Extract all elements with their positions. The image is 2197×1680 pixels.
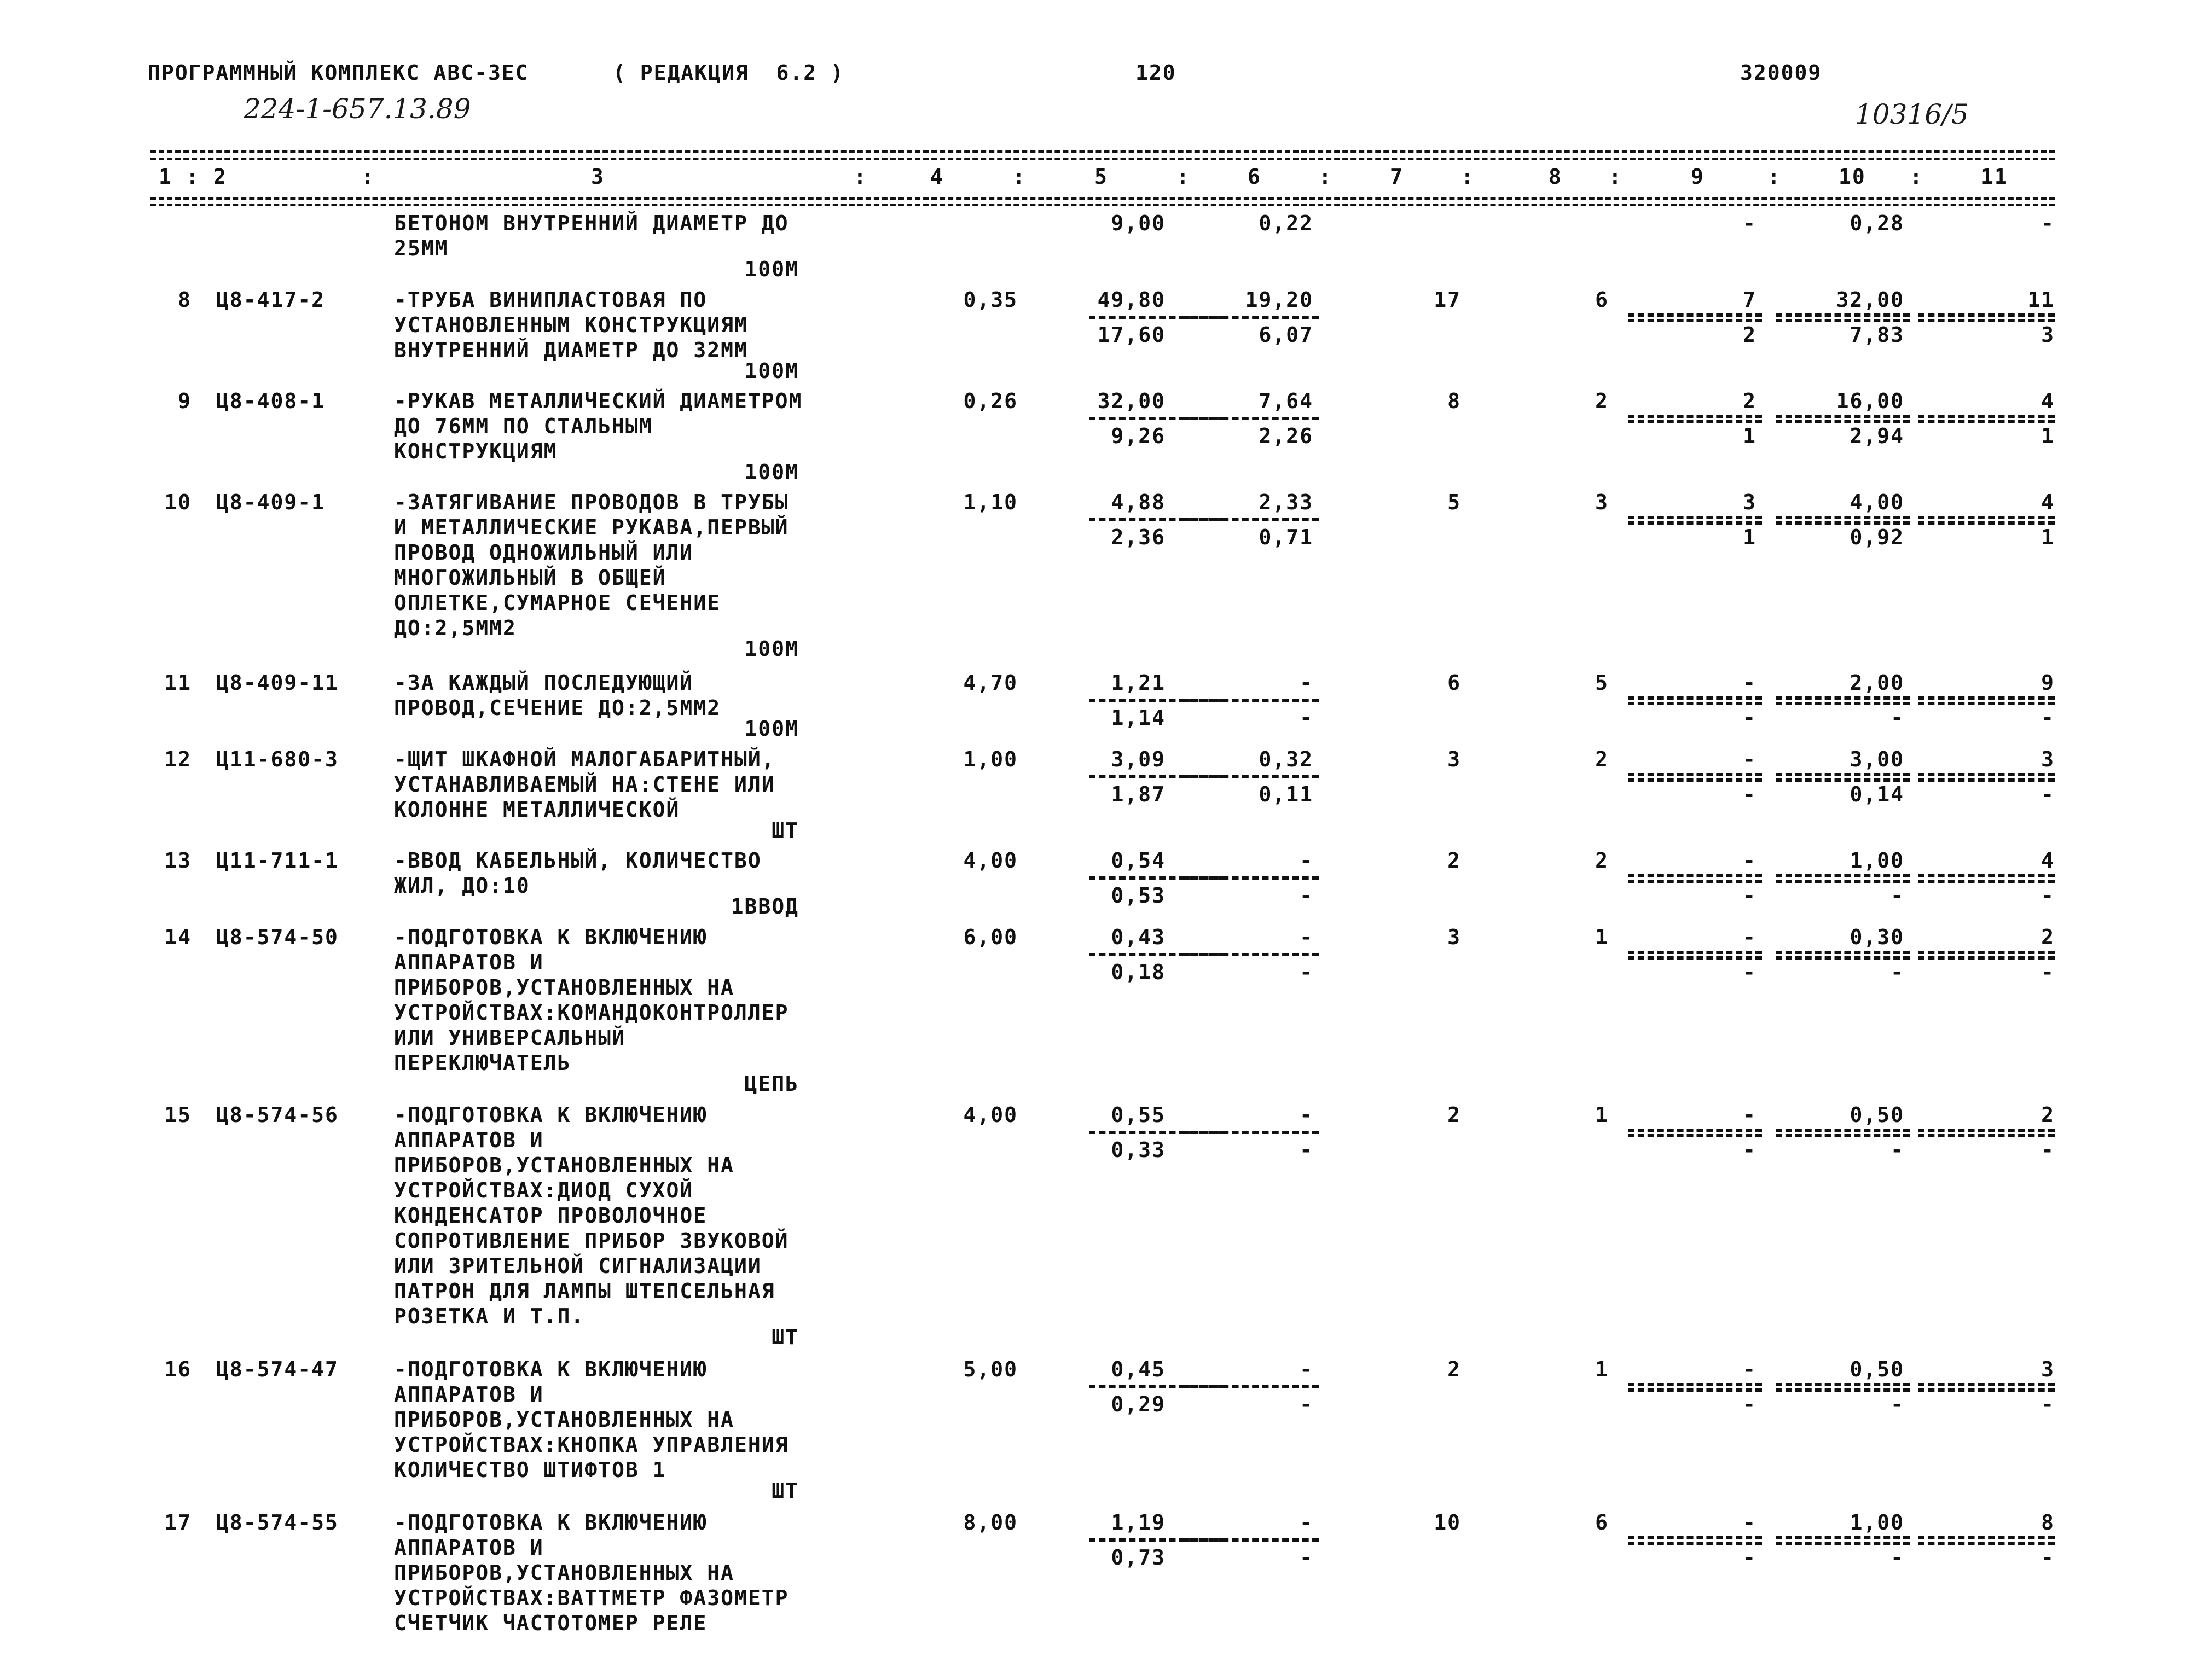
value-c6: - xyxy=(1300,848,1313,873)
value-c5b: 0,73 xyxy=(1111,1545,1166,1569)
value-c11: 3 xyxy=(2041,747,2055,771)
header-bottom-rule xyxy=(150,197,2055,200)
divider-c11 xyxy=(1918,696,2055,700)
value-c7: 17 xyxy=(1434,288,1461,312)
divider-c11 xyxy=(1918,415,2055,418)
column-header-11: 11 xyxy=(1981,165,2008,189)
value-c10b: 0,92 xyxy=(1850,525,1904,549)
value-c7: 6 xyxy=(1447,671,1461,695)
column-header-2: 2 xyxy=(213,165,227,189)
value-c10b: - xyxy=(1891,1392,1904,1416)
measure-unit: ШТ xyxy=(772,818,799,842)
column-separator: : xyxy=(1910,165,1923,189)
column-header-4: 4 xyxy=(930,165,944,189)
value-c5b: 0,29 xyxy=(1111,1392,1166,1416)
value-c7: 2 xyxy=(1447,1357,1461,1381)
value-c4: 5,00 xyxy=(963,1357,1018,1381)
value-c4: 4,70 xyxy=(963,671,1018,695)
divider-c10 xyxy=(1776,1536,1910,1539)
rate-code: Ц8-574-47 xyxy=(216,1357,339,1381)
divider-c6 xyxy=(1182,699,1319,702)
rate-code: Ц11-711-1 xyxy=(216,848,339,873)
column-header-8: 8 xyxy=(1549,165,1562,189)
work-description-line: ДО:2,5ММ2 xyxy=(394,616,517,640)
value-c6b: - xyxy=(1300,1138,1313,1162)
value-c8: 6 xyxy=(1595,1510,1609,1534)
measure-unit: ЦЕПЬ xyxy=(744,1072,799,1096)
value-c4: 0,26 xyxy=(963,389,1018,413)
measure-unit: 100М xyxy=(744,637,799,661)
work-description-line: ПРИБОРОВ,УСТАНОВЛЕННЫХ НА xyxy=(394,1408,734,1432)
work-description-line: УСТРОЙСТВАХ:КНОПКА УПРАВЛЕНИЯ xyxy=(394,1433,789,1457)
row-number: 9 xyxy=(178,389,192,413)
measure-unit: 100М xyxy=(744,460,799,484)
value-c11: 4 xyxy=(2041,848,2055,873)
row-number: 13 xyxy=(164,848,192,873)
value-c6: 2,33 xyxy=(1259,490,1313,514)
value-c4: 8,00 xyxy=(963,1510,1018,1534)
work-description-line: ОПЛЕТКЕ,СУМАРНОЕ СЕЧЕНИЕ xyxy=(394,591,721,615)
divider-c9 xyxy=(1628,773,1762,776)
value-c4: 0,35 xyxy=(963,288,1018,312)
work-description-line: -ТРУБА ВИНИПЛАСТОВАЯ ПО xyxy=(394,288,708,312)
value-c8: 1 xyxy=(1595,925,1609,949)
work-description-line: ПРИБОРОВ,УСТАНОВЛЕННЫХ НА xyxy=(394,975,734,999)
row-number: 14 xyxy=(164,925,192,949)
value-c10: 0,50 xyxy=(1850,1103,1904,1127)
value-c11b: - xyxy=(2041,960,2055,984)
value-c6: - xyxy=(1300,671,1313,695)
value-c8: 6 xyxy=(1595,288,1609,312)
divider-c6 xyxy=(1182,1538,1319,1542)
work-description-line: И МЕТАЛЛИЧЕСКИЕ РУКАВА,ПЕРВЫЙ xyxy=(394,515,789,539)
value-c8: 2 xyxy=(1595,848,1609,873)
value-c5b: 9,26 xyxy=(1111,424,1166,448)
rate-code: Ц8-409-11 xyxy=(216,671,339,695)
value-c9: - xyxy=(1743,1357,1757,1381)
divider-c11 xyxy=(1918,874,2055,877)
column-header-10: 10 xyxy=(1839,165,1866,189)
work-description-line: -ЗАТЯГИВАНИЕ ПРОВОДОВ В ТРУБЫ xyxy=(394,490,789,514)
work-description-line: ВНУТРЕННИЙ ДИАМЕТР ДО 32ММ xyxy=(394,338,748,362)
value-c10b: - xyxy=(1891,960,1904,984)
value-c5: 3,09 xyxy=(1111,747,1166,771)
divider-c6 xyxy=(1182,518,1319,521)
value-c9b: - xyxy=(1743,960,1757,984)
value-c5b: 0,33 xyxy=(1111,1138,1166,1162)
value-c9b: 1 xyxy=(1743,525,1757,549)
value-c10b: - xyxy=(1891,1545,1904,1569)
column-separator: : xyxy=(854,165,867,189)
column-header-7: 7 xyxy=(1390,165,1404,189)
value-c9: - xyxy=(1743,1510,1757,1534)
column-separator: : xyxy=(1767,165,1781,189)
value-c6: - xyxy=(1300,1357,1313,1381)
value-c5b: 1,87 xyxy=(1111,782,1166,806)
work-description-line: КОНСТРУКЦИЯМ xyxy=(394,439,558,463)
divider-c6 xyxy=(1182,316,1319,319)
work-description-line: ПРИБОРОВ,УСТАНОВЛЕННЫХ НА xyxy=(394,1153,734,1177)
header-top-rule-2 xyxy=(150,158,2055,160)
value-c10: 16,00 xyxy=(1836,389,1904,413)
value-c11: - xyxy=(2041,211,2055,235)
value-c6: 7,64 xyxy=(1259,389,1313,413)
value-c6b: 2,26 xyxy=(1259,424,1313,448)
value-c9b: - xyxy=(1743,1138,1757,1162)
row-number: 17 xyxy=(164,1510,192,1534)
value-c6: - xyxy=(1300,1103,1313,1127)
value-c6b: - xyxy=(1300,883,1313,908)
value-c9: - xyxy=(1743,671,1757,695)
column-header-1: 1 xyxy=(159,165,172,189)
value-c5: 4,88 xyxy=(1111,490,1166,514)
rate-code: Ц8-417-2 xyxy=(216,288,326,312)
value-c11b: - xyxy=(2041,1138,2055,1162)
value-c11: 4 xyxy=(2041,490,2055,514)
work-description-line: АППАРАТОВ И xyxy=(394,1536,544,1560)
value-c7: 2 xyxy=(1447,1103,1461,1127)
page-number: 120 xyxy=(1135,61,1176,85)
value-c5b: 0,18 xyxy=(1111,960,1166,984)
divider-c11 xyxy=(1918,313,2055,317)
measure-unit: ШТ xyxy=(772,1479,799,1503)
value-c6b: - xyxy=(1300,1392,1313,1416)
value-c11b: 3 xyxy=(2041,323,2055,347)
work-description-line: ПАТРОН ДЛЯ ЛАМПЫ ШТЕПСЕЛЬНАЯ xyxy=(394,1279,775,1303)
work-description-line: КОЛИЧЕСТВО ШТИФТОВ 1 xyxy=(394,1458,666,1482)
column-separator: : xyxy=(186,165,200,189)
value-c5b: 2,36 xyxy=(1111,525,1166,549)
divider-c9 xyxy=(1628,1129,1762,1132)
value-c10: 0,50 xyxy=(1850,1357,1904,1381)
work-description-line: УСТРОЙСТВАХ:ДИОД СУХОЙ xyxy=(394,1178,694,1202)
work-description-line: -ВВОД КАБЕЛЬНЫЙ, КОЛИЧЕСТВО xyxy=(394,848,762,873)
work-description-line: УСТРОЙСТВАХ:ВАТТМЕТР ФАЗОМЕТР xyxy=(394,1586,789,1610)
value-c10: 32,00 xyxy=(1836,288,1904,312)
value-c9: - xyxy=(1743,848,1757,873)
value-c9b: - xyxy=(1743,883,1757,908)
work-description-line: УСТАНОВЛЕННЫМ КОНСТРУКЦИЯМ xyxy=(394,313,748,337)
divider-c6 xyxy=(1182,1385,1319,1388)
value-c10b: - xyxy=(1891,883,1904,908)
work-description-line: -ПОДГОТОВКА К ВКЛЮЧЕНИЮ xyxy=(394,1357,708,1381)
row-number: 11 xyxy=(164,671,192,695)
column-separator: : xyxy=(1461,165,1475,189)
value-c8: 2 xyxy=(1595,389,1609,413)
edition-label: ( РЕДАКЦИЯ 6.2 ) xyxy=(613,61,844,85)
value-c10: 0,28 xyxy=(1850,211,1904,235)
column-header-6: 6 xyxy=(1248,165,1261,189)
work-description-line: 25ММ xyxy=(394,236,449,260)
divider-c11 xyxy=(1918,1129,2055,1132)
divider-c10 xyxy=(1776,951,1910,954)
value-c11b: - xyxy=(2041,1392,2055,1416)
value-c5: 0,55 xyxy=(1111,1103,1166,1127)
divider-c9 xyxy=(1628,951,1762,954)
work-description-line: ПРОВОД,СЕЧЕНИЕ ДО:2,5ММ2 xyxy=(394,696,721,720)
work-description-line: КОЛОННЕ МЕТАЛЛИЧЕСКОЙ xyxy=(394,798,680,822)
divider-c9 xyxy=(1628,415,1762,418)
divider-c10 xyxy=(1776,1129,1910,1132)
value-c4: 1,10 xyxy=(963,490,1018,514)
value-c11b: - xyxy=(2041,883,2055,908)
column-separator: : xyxy=(1319,165,1332,189)
rate-code: Ц8-574-50 xyxy=(216,925,339,949)
work-description-line: -ЗА КАЖДЫЙ ПОСЛЕДУЮЩИЙ xyxy=(394,671,694,695)
work-description-line: УСТРОЙСТВАХ:КОМАНДОКОНТРОЛЛЕР xyxy=(394,1001,789,1025)
value-c5b: 17,60 xyxy=(1097,323,1166,347)
value-c11b: 1 xyxy=(2041,525,2055,549)
work-description-line: АППАРАТОВ И xyxy=(394,1128,544,1152)
work-description-line: УСТАНАВЛИВАЕМЫЙ НА:СТЕНЕ ИЛИ xyxy=(394,772,775,797)
value-c6: 19,20 xyxy=(1245,288,1313,312)
value-c11: 9 xyxy=(2041,671,2055,695)
work-description-line: ПРОВОД ОДНОЖИЛЬНЫЙ ИЛИ xyxy=(394,540,694,565)
value-c11: 4 xyxy=(2041,389,2055,413)
divider-c6 xyxy=(1182,775,1319,778)
value-c10b: - xyxy=(1891,706,1904,730)
column-separator: : xyxy=(1609,165,1622,189)
document-code: 320009 xyxy=(1740,61,1822,85)
divider-c9 xyxy=(1628,313,1762,317)
measure-unit: 100М xyxy=(744,717,799,741)
value-c8: 5 xyxy=(1595,671,1609,695)
divider-c9 xyxy=(1628,874,1762,877)
value-c11b: - xyxy=(2041,706,2055,730)
value-c6: - xyxy=(1300,925,1313,949)
value-c9b: - xyxy=(1743,782,1757,806)
work-description-line: -ПОДГОТОВКА К ВКЛЮЧЕНИЮ xyxy=(394,925,708,949)
row-number: 8 xyxy=(178,288,192,312)
divider-c10 xyxy=(1776,773,1910,776)
value-c10: 4,00 xyxy=(1850,490,1904,514)
value-c10b: 7,83 xyxy=(1850,323,1904,347)
value-c8: 1 xyxy=(1595,1357,1609,1381)
value-c9: 7 xyxy=(1743,288,1757,312)
value-c6b: - xyxy=(1300,706,1313,730)
value-c7: 10 xyxy=(1434,1510,1461,1534)
divider-c11 xyxy=(1918,1536,2055,1539)
column-separator: : xyxy=(361,165,375,189)
value-c9: 2 xyxy=(1743,389,1757,413)
value-c7: 8 xyxy=(1447,389,1461,413)
divider-c9 xyxy=(1628,516,1762,519)
value-c9: - xyxy=(1743,211,1757,235)
divider-c10 xyxy=(1776,696,1910,700)
column-header-9: 9 xyxy=(1691,165,1705,189)
rate-code: Ц8-409-1 xyxy=(216,490,326,514)
value-c11: 11 xyxy=(2027,288,2055,312)
divider-c11 xyxy=(1918,1383,2055,1386)
row-number: 10 xyxy=(164,490,192,514)
rate-code: Ц11-680-3 xyxy=(216,747,339,771)
work-description-line: СОПРОТИВЛЕНИЕ ПРИБОР ЗВУКОВОЙ xyxy=(394,1229,789,1253)
measure-unit: 100М xyxy=(744,257,799,281)
value-c5: 1,19 xyxy=(1111,1510,1166,1534)
value-c10: 1,00 xyxy=(1850,848,1904,873)
divider-c11 xyxy=(1918,773,2055,776)
work-description-line: СЧЕТЧИК ЧАСТОТОМЕР РЕЛЕ xyxy=(394,1611,708,1635)
value-c4: 4,00 xyxy=(963,1103,1018,1127)
value-c10: 3,00 xyxy=(1850,747,1904,771)
rate-code: Ц8-574-55 xyxy=(216,1510,339,1534)
divider-c9 xyxy=(1628,696,1762,700)
value-c7: 3 xyxy=(1447,925,1461,949)
handwritten-sheet-number: 10316/5 xyxy=(1855,98,1969,130)
work-description-line: -ЩИТ ШКАФНОЙ МАЛОГАБАРИТНЫЙ, xyxy=(394,747,775,771)
column-separator: : xyxy=(1012,165,1026,189)
value-c4: 6,00 xyxy=(963,925,1018,949)
work-description-line: АППАРАТОВ И xyxy=(394,1382,544,1406)
program-title: ПРОГРАММНЫЙ КОМПЛЕКС АВС-3ЕС xyxy=(148,61,529,85)
value-c8: 2 xyxy=(1595,747,1609,771)
value-c8: 1 xyxy=(1595,1103,1609,1127)
value-c9: - xyxy=(1743,747,1757,771)
value-c6: 0,22 xyxy=(1259,211,1313,235)
value-c4: 1,00 xyxy=(963,747,1018,771)
divider-c6 xyxy=(1182,1131,1319,1134)
work-description-line: ПЕРЕКЛЮЧАТЕЛЬ xyxy=(394,1051,571,1075)
divider-c10 xyxy=(1776,874,1910,877)
measure-unit: 100М xyxy=(744,359,799,383)
header-bottom-rule-2 xyxy=(150,204,2055,206)
row-number: 15 xyxy=(164,1103,192,1127)
divider-c6 xyxy=(1182,953,1319,956)
value-c9: 3 xyxy=(1743,490,1757,514)
measure-unit: ШТ xyxy=(772,1325,799,1349)
value-c5: 9,00 xyxy=(1111,211,1166,235)
value-c9b: 1 xyxy=(1743,424,1757,448)
divider-c9 xyxy=(1628,1536,1762,1539)
value-c5: 32,00 xyxy=(1097,389,1166,413)
divider-c10 xyxy=(1776,516,1910,519)
value-c5b: 1,14 xyxy=(1111,706,1166,730)
value-c7: 5 xyxy=(1447,490,1461,514)
work-description-line: ИЛИ ЗРИТЕЛЬНОЙ СИГНАЛИЗАЦИИ xyxy=(394,1254,762,1278)
value-c9b: 2 xyxy=(1743,323,1757,347)
value-c6b: - xyxy=(1300,1545,1313,1569)
work-description-line: АППАРАТОВ И xyxy=(394,950,544,974)
value-c6b: 6,07 xyxy=(1259,323,1313,347)
header-top-rule xyxy=(150,150,2055,153)
value-c5b: 0,53 xyxy=(1111,883,1166,908)
divider-c9 xyxy=(1628,1383,1762,1386)
work-description-line: ИЛИ УНИВЕРСАЛЬНЫЙ xyxy=(394,1026,625,1050)
rate-code: Ц8-408-1 xyxy=(216,389,326,413)
value-c9b: - xyxy=(1743,1545,1757,1569)
value-c11b: - xyxy=(2041,1545,2055,1569)
value-c10b: 2,94 xyxy=(1850,424,1904,448)
value-c5: 1,21 xyxy=(1111,671,1166,695)
work-description-line: ЖИЛ, ДО:10 xyxy=(394,874,530,898)
value-c5: 0,45 xyxy=(1111,1357,1166,1381)
value-c5: 49,80 xyxy=(1097,288,1166,312)
value-c6b: 0,71 xyxy=(1259,525,1313,549)
work-description-line: -ПОДГОТОВКА К ВКЛЮЧЕНИЮ xyxy=(394,1510,708,1534)
value-c9: - xyxy=(1743,925,1757,949)
handwritten-project-number: 224-1-657.13.89 xyxy=(244,93,471,125)
value-c7: 2 xyxy=(1447,848,1461,873)
work-description-line: ДО 76ММ ПО СТАЛЬНЫМ xyxy=(394,414,653,438)
value-c9b: - xyxy=(1743,1392,1757,1416)
value-c10: 2,00 xyxy=(1850,671,1904,695)
row-number: 12 xyxy=(164,747,192,771)
value-c6b: - xyxy=(1300,960,1313,984)
divider-c10 xyxy=(1776,1383,1910,1386)
column-header-3: 3 xyxy=(591,165,605,189)
value-c8: 3 xyxy=(1595,490,1609,514)
column-header-5: 5 xyxy=(1094,165,1108,189)
value-c11b: 1 xyxy=(2041,424,2055,448)
row-number: 16 xyxy=(164,1357,192,1381)
work-description-line: -ПОДГОТОВКА К ВКЛЮЧЕНИЮ xyxy=(394,1103,708,1127)
value-c6: - xyxy=(1300,1510,1313,1534)
column-separator: : xyxy=(1176,165,1190,189)
divider-c10 xyxy=(1776,313,1910,317)
value-c6: 0,32 xyxy=(1259,747,1313,771)
divider-c11 xyxy=(1918,516,2055,519)
divider-c10 xyxy=(1776,415,1910,418)
work-description-line: ПРИБОРОВ,УСТАНОВЛЕННЫХ НА xyxy=(394,1561,734,1585)
divider-c6 xyxy=(1182,417,1319,420)
value-c10b: 0,14 xyxy=(1850,782,1904,806)
work-description-line: РОЗЕТКА И Т.П. xyxy=(394,1304,585,1328)
rate-code: Ц8-574-56 xyxy=(216,1103,339,1127)
value-c7: 3 xyxy=(1447,747,1461,771)
value-c6b: 0,11 xyxy=(1259,782,1313,806)
divider-c11 xyxy=(1918,951,2055,954)
value-c5: 0,54 xyxy=(1111,848,1166,873)
value-c11: 2 xyxy=(2041,1103,2055,1127)
value-c10: 1,00 xyxy=(1850,1510,1904,1534)
value-c10b: - xyxy=(1891,1138,1904,1162)
value-c9b: - xyxy=(1743,706,1757,730)
work-description-line: МНОГОЖИЛЬНЫЙ В ОБЩЕЙ xyxy=(394,566,666,590)
value-c9: - xyxy=(1743,1103,1757,1127)
value-c10: 0,30 xyxy=(1850,925,1904,949)
measure-unit: 1ВВОД xyxy=(731,894,799,919)
value-c11: 8 xyxy=(2041,1510,2055,1534)
work-description-line: БЕТОНОМ ВНУТРЕННИЙ ДИАМЕТР ДО xyxy=(394,211,789,235)
work-description-line: КОНДЕНСАТОР ПРОВОЛОЧНОЕ xyxy=(394,1204,708,1228)
value-c4: 4,00 xyxy=(963,848,1018,873)
value-c11: 3 xyxy=(2041,1357,2055,1381)
value-c11: 2 xyxy=(2041,925,2055,949)
work-description-line: -РУКАВ МЕТАЛЛИЧЕСКИЙ ДИАМЕТРОМ xyxy=(394,389,803,413)
value-c11b: - xyxy=(2041,782,2055,806)
divider-c6 xyxy=(1182,876,1319,880)
value-c5: 0,43 xyxy=(1111,925,1166,949)
